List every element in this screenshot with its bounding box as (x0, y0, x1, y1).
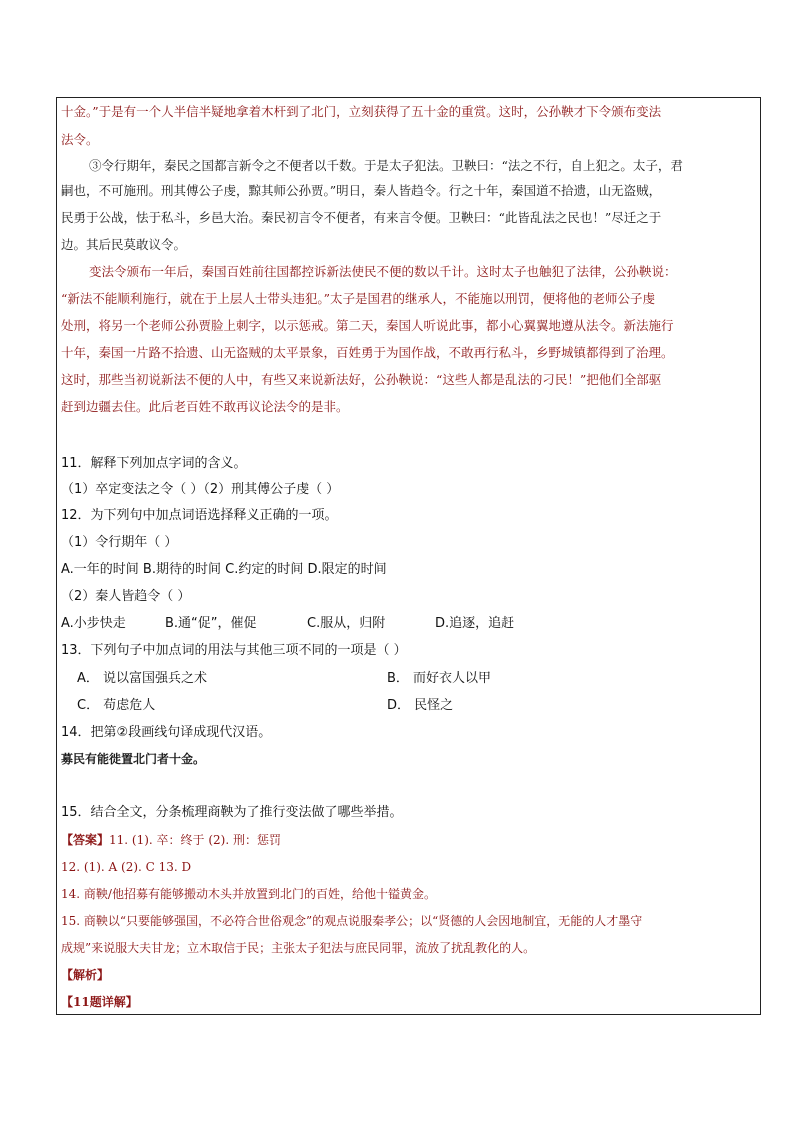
option-b: B.通“促”，催促 (165, 616, 257, 631)
option-b: B． 而好衣人以甲 (387, 671, 492, 686)
question-13: 13．下列句子中加点词的用法与其他三项不同的一项是（ ） (61, 643, 407, 658)
passage-line: 边。其后民莫敢议令。 (61, 237, 187, 252)
option-a: A． 说以富国强兵之术 (77, 671, 208, 686)
question-15: 15．结合全文，分条梳理商鞅为了推行变法做了哪些举措。 (61, 805, 403, 820)
detail-11-label: 【11题详解】 (61, 995, 138, 1009)
translation-line: 处刑，将另一个老师公孙贾脸上刺字，以示惩戒。第二天，秦国人听说此事，都小心翼翼地遵从法令。新法施行 (61, 318, 674, 333)
passage-line: ③令行期年，秦民之国都言新令之不便者以千数。于是太子犯法。卫鞅曰：“法之不行，自上犯之。太子，君 (89, 158, 683, 173)
option-d: D.追逐，追赶 (435, 616, 515, 631)
translation-line: 十年，秦国一片路不拾遗、山无盗贼的太平景象，百姓勇于为国作战，不敢再行私斗，乡野城镇都得到了治理。 (61, 345, 674, 360)
question-12-2: （2）秦人皆趋令（ ） (61, 589, 191, 604)
translation-line: 这时，那些当初说新法不便的人中，有些又来说新法好，公孙鞅说：“这些人都是乱法的刁民！”把他们全部驱 (61, 372, 662, 387)
question-14-sentence: 募民有能徙置北门者十金。 (61, 752, 206, 766)
answer-block (61, 832, 281, 848)
answer-11: 11. (1). 卒：终于 (2). 刑：惩罚 (109, 833, 281, 847)
analysis-label: 【解析】 (61, 968, 110, 982)
passage-line: 嗣也，不可施刑。刑其傅公子虔，黥其师公孙贾。”明日，秦人皆趋令。行之十年，秦国道不拾遗，山无盗贼， (61, 183, 662, 198)
answer-label: 【答案】 (61, 833, 110, 847)
answer-15: 15. 商鞅以“只要能够强国，不必符合世俗观念”的观点说服秦孝公；以“贤德的人会因地制宜，无能的人才墨守 (61, 914, 643, 928)
translation-line: 变法令颁布一年后，秦国百姓前往国都控诉新法使民不便的数以千计。这时太子也触犯了法律，公孙鞅说： (89, 264, 677, 279)
question-12-1: （1）令行期年（ ） (61, 535, 178, 550)
question-11-items: （1）卒定变法之令（ ）（2）刑其傅公子虔（ ） (61, 482, 340, 497)
passage-line: 民勇于公战，怯于私斗，乡邑大治。秦民初言令不便者，有来言令便。卫鞅曰：“此皆乱法之民也！”尽迁之于 (61, 210, 662, 225)
option-a: A.小步快走 (61, 616, 126, 631)
option-d: D． 民怪之 (387, 698, 454, 713)
translation-line: 赶到边疆去住。此后老百姓不敢再议论法令的是非。 (61, 399, 349, 414)
answer-15-cont: 成规”来说服大夫甘龙；立木取信于民；主张太子犯法与庶民同罪，流放了扰乱教化的人。 (61, 941, 536, 955)
answer-12-13: 12. (1). A (2). C 13. D (61, 860, 192, 874)
answer-14: 14. 商鞅/他招募有能够搬动木头并放置到北门的百姓，给他十镒黄金。 (61, 887, 436, 901)
translation-line: “新法不能顺利施行，就在于上层人士带头违犯。”太子是国君的继承人，不能施以刑罚，便将他的老师公子虔 (61, 291, 656, 306)
answer-frame (56, 97, 761, 1015)
question-14: 14．把第②段画线句译成现代汉语。 (61, 725, 272, 740)
question-12-1-options: A.一年的时间 B.期待的时间 C.约定的时间 D.限定的时间 (61, 562, 387, 577)
passage-line: 法令。 (61, 132, 99, 147)
question-11: 11．解释下列加点字词的含义。 (61, 456, 247, 471)
option-c: C． 苟虑危人 (77, 698, 156, 713)
option-c: C.服从，归附 (307, 616, 386, 631)
question-12: 12．为下列句中加点词语选择释义正确的一项。 (61, 508, 338, 523)
passage-line: 十金。”于是有一个人半信半疑地拿着木杆到了北门，立刻获得了五十金的重赏。这时，公孙鞅才下令颁布变法 (61, 104, 662, 119)
